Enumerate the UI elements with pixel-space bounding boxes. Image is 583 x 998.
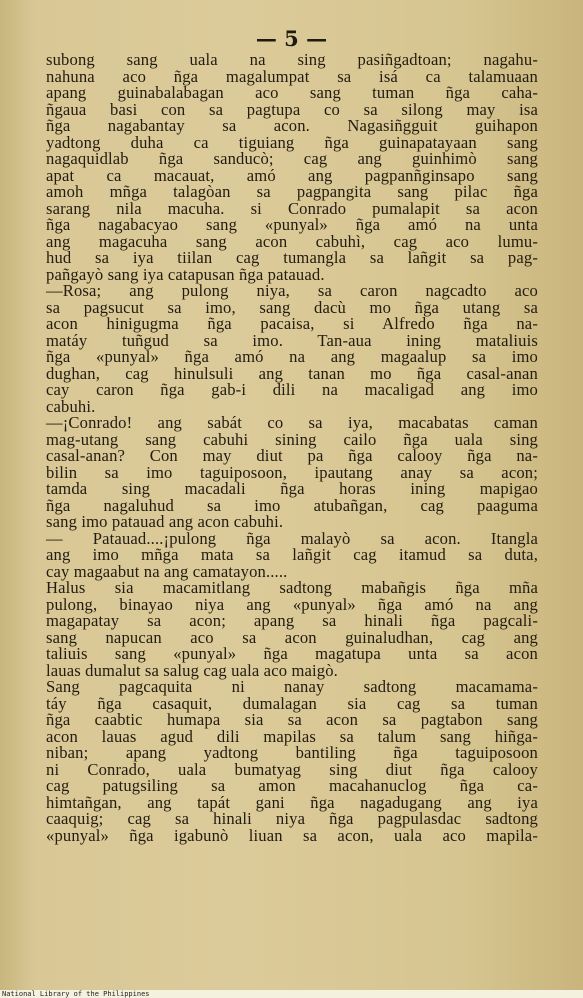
text-line: Sang pagcaquita ni nanay sadtong macamama- [46,677,538,696]
text-line: pulong, binayao niya ang «punyal» ñga amó na ang [46,594,538,614]
text-line: ni Conrado, uala bumatyag sing diut ñga calooy [46,759,538,779]
text-line: ñgaua basi con sa pagtupa co sa silong may isa [46,99,538,119]
text-line: Halus sia macamitlang sadtong mabañgis ñga mña [46,578,538,597]
text-line: acon hinigugma ñga pacaisa, si Alfredo ñga na- [46,314,538,333]
text-line: dughan, cag hinulsuli ang tanan mo ñga casal-anan [46,363,538,383]
text-line: cag patugsiling sa amon macahanuclog ñga ca- [46,776,538,795]
text-line: —¡Conrado! ang sabát co sa iya, macabatas caman [46,413,538,432]
text-line: — Patauad....¡pulong ñga malayò sa acon. Itangla [46,528,538,548]
text-line: nahuna aco ñga magalumpat sa isá ca talamuaan [46,66,538,86]
text-line: taliuis sang «punyal» ñga magatupa unta sa acon [46,644,538,663]
text-line: mag-utang sang cabuhi sining cailo ñga uala sing [46,429,538,449]
text-line: caaquig; cag sa hinali niya ñga pagpulasdac sadtong [46,809,538,828]
text-line: apat ca macauat, amó ang pagpanñginsapo sang [46,165,538,185]
text-line: cay caron ñga gab-i dili na macaligad ang imo [46,380,538,399]
text-line: matáy tuñgud sa imo. Tan-aua ining mataliuis [46,330,538,350]
text-line: sarang nila macuha. si Conrado pumalapit sa acon [46,198,538,218]
text-line: amoh mñga talagòan sa pagpangita sang pilac ñga [46,182,538,201]
text-line: hud sa iya tiilan cag tumangla sa lañgit sa pag- [46,248,538,267]
text-line: acon lauas agud dili mapilas sa talum sang hiñga- [46,726,538,746]
text-line: ñga caabtic humapa sia sa acon sa pagtabon sang [46,710,538,729]
text-line: ñga nagabacyao sang «punyal» ñga amó na unta [46,215,538,234]
text-line: «punyal» ñga igabunò liuan sa acon, uala aco mapila- [46,825,538,845]
text-line: magapatay sa acon; apang sa hinali ñga pagcali- [46,611,538,630]
text-line: pañgayò sang iya catapusan ñga patauad. [46,264,325,284]
text-line: sang imo patauad ang acon cabuhi. [46,512,284,531]
text-line: ang imo mñga mata sa lañgit cag itamud sa duta, [46,545,538,564]
text-line: niban; apang yadtong bantiling ñga taguiposoon [46,743,538,762]
text-line: cay magaabut na ang camatayon..... [46,561,288,581]
text-line: ang magacuha sang acon cabuhì, cag aco lumu- [46,231,538,251]
text-line: ñga nagaluhud sa imo atubañgan, cag paaguma [46,495,538,515]
text-line: —Rosa; ang pulong niya, sa caron nagcadto aco [46,281,538,300]
text-line: subong sang uala na sing pasiñgadtoan; nagahu- [46,50,538,69]
text-line: yadtong duha ca tiguiang ñga guinapatayaan sang [46,132,538,152]
text-line: tamda sing macadali ñga horas ining mapigao [46,479,538,498]
text-line: sang napucan aco sa acon guinaludhan, cag ang [46,627,538,647]
library-footer: National Library of the Philippines [2,990,150,998]
text-line: ñga «punyal» ñga amó na ang magaalup sa imo [46,347,538,366]
text-line: nagaquidlab ñga sanducò; cag ang guinhimò sang [46,149,538,168]
text-line: himtañgan, ang tapát gani ñga nagadugang ang iya [46,792,538,812]
text-line: ñga nagabantay sa acon. Nagasiñgguit guihapon [46,116,538,135]
text-line: casal-anan? Con may diut pa ñga calooy ñga na- [46,446,538,465]
body-text [46,52,538,844]
text-line: táy ñga casaquit, dumalagan sia cag sa tuman [46,693,538,713]
text-line: lauas dumalut sa salug cag uala aco maigò. [46,660,338,680]
page-number: — 5 — [255,26,328,51]
text-line: sa pagsucut sa imo, sang dacù mo ñga utang sa [46,297,538,317]
text-line: cabuhi. [46,396,96,416]
text-line: apang guinabalabagan aco sang tuman ñga caha- [46,83,538,102]
text-line: bilin sa imo taguiposoon, ipautang anay sa acon; [46,462,538,482]
